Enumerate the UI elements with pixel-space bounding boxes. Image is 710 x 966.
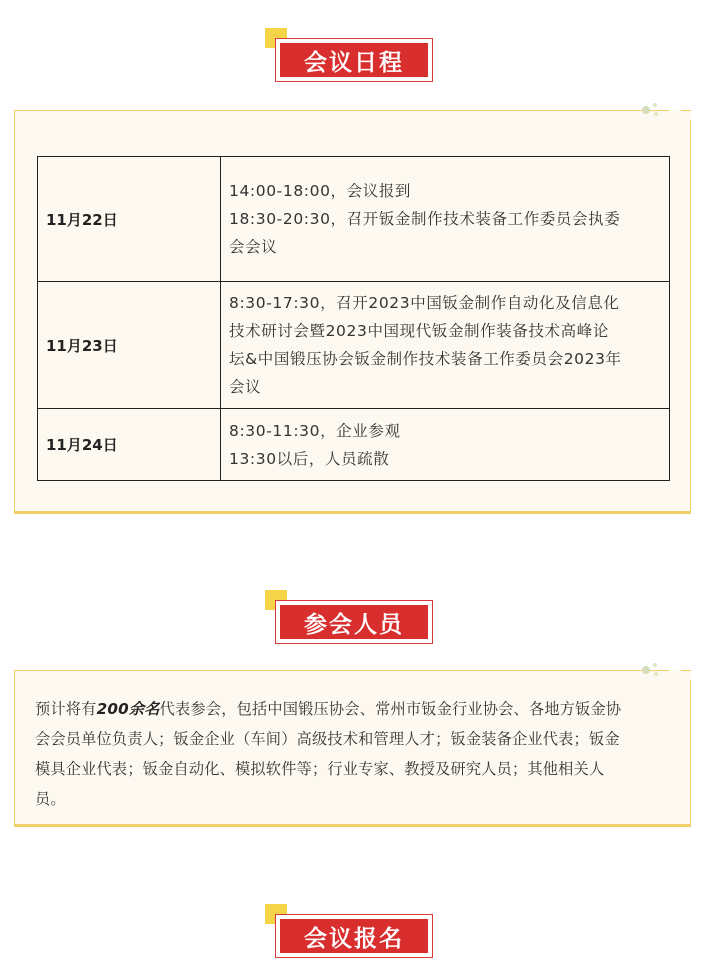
table-row bbox=[38, 282, 670, 409]
table-row bbox=[38, 157, 670, 282]
schedule-title-badge bbox=[0, 28, 710, 88]
schedule-panel bbox=[14, 110, 691, 514]
attendees-panel bbox=[14, 670, 691, 827]
detail-line: 8:30-11:30，企业参观 bbox=[229, 421, 401, 440]
table-row bbox=[38, 409, 670, 481]
schedule-date: 11月24日 bbox=[38, 409, 221, 481]
detail-line: 技术研讨会暨2023中国现代钣金制作装备技术高峰论 bbox=[229, 322, 609, 340]
detail-line: 14:00-18:00，会议报到 bbox=[229, 182, 412, 200]
schedule-detail bbox=[221, 409, 670, 481]
title-frame bbox=[275, 600, 433, 644]
attendees-line: 会会员单位负责人；钣金企业（车间）高级技术和管理人才；钣金装备企业代表；钣金 bbox=[35, 730, 620, 748]
schedule-detail bbox=[221, 157, 670, 282]
detail-line: 会议 bbox=[229, 378, 262, 396]
registration-title-badge bbox=[0, 904, 710, 964]
decor-dots bbox=[642, 104, 666, 116]
text-segment: 预计将有 bbox=[35, 700, 97, 718]
attendees-line: 模具企业代表；钣金自动化、模拟软件等；行业专家、教授及研究人员；其他相关人 bbox=[35, 760, 605, 778]
schedule-table bbox=[37, 156, 670, 481]
title-frame bbox=[275, 914, 433, 958]
attendees-title-badge bbox=[0, 590, 710, 650]
detail-line: 坛&中国锻压协会钣金制作技术装备工作委员会2023年 bbox=[229, 350, 622, 368]
schedule-detail bbox=[221, 282, 670, 409]
registration-title: 会议报名 bbox=[280, 919, 428, 953]
detail-line: 18:30-20:30，召开钣金制作技术装备工作委员会执委 bbox=[229, 210, 621, 228]
attendees-title: 参会人员 bbox=[280, 605, 428, 639]
schedule-title: 会议日程 bbox=[280, 43, 428, 77]
emphasis-count: 200余名 bbox=[96, 700, 160, 718]
attendees-line: 员。 bbox=[35, 790, 66, 808]
detail-line: 13:30以后，人员疏散 bbox=[229, 449, 390, 468]
schedule-date: 11月22日 bbox=[38, 157, 221, 282]
text-segment: 代表参会，包括中国锻压协会、常州市钣金行业协会、各地方钣金协 bbox=[159, 700, 622, 718]
decor-dots bbox=[642, 664, 666, 676]
detail-line: 8:30-17:30，召开2023中国钣金制作自动化及信息化 bbox=[229, 294, 620, 312]
attendees-text bbox=[35, 694, 677, 814]
attendees-line bbox=[35, 694, 677, 724]
detail-line: 会会议 bbox=[229, 238, 278, 256]
title-frame bbox=[275, 38, 433, 82]
schedule-date: 11月23日 bbox=[38, 282, 221, 409]
